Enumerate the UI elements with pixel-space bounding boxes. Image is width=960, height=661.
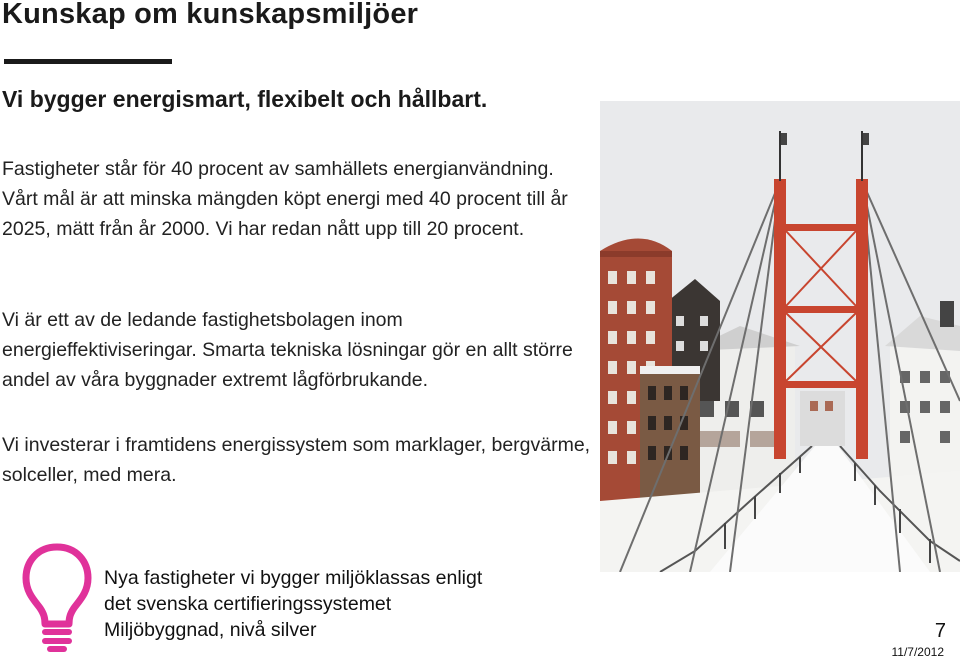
title-underline <box>4 59 172 64</box>
certification-note <box>104 565 482 643</box>
certification-line: Miljöbyggnad, nivå silver <box>104 619 317 641</box>
bridge-photo <box>600 101 960 572</box>
slide-title: Kunskap om kunskapsmiljöer <box>2 0 419 30</box>
paragraph-energy-efficiency: Vi är ett av de ledande fastighetsbolagen inom energieffektiviseringar. Smarta tekniska lösningar gör en allt större andel av våra byggnader extremt lågförbrukande. <box>2 309 573 391</box>
certification-line: det svenska certifieringssystemet <box>104 593 392 615</box>
lightbulb-icon <box>20 542 94 654</box>
page-number: 7 <box>934 620 946 642</box>
slide-subtitle: Vi bygger energismart, flexibelt och hållbart. <box>2 86 488 112</box>
slide-date: 11/7/2012 <box>891 645 944 659</box>
paragraph-energy-use: Fastigheter står för 40 procent av samhällets energianvändning. Vårt mål är att minska mängden köpt energi med 40 procent till år 2025, mätt från år 2000. Vi har redan nått upp till 20 procent. <box>2 158 568 240</box>
paragraph-energy-systems: Vi investerar i framtidens energissystem som marklager, bergvärme, solceller, med mera. <box>2 434 591 486</box>
certification-line: Nya fastigheter vi bygger miljöklassas enligt <box>104 567 483 589</box>
